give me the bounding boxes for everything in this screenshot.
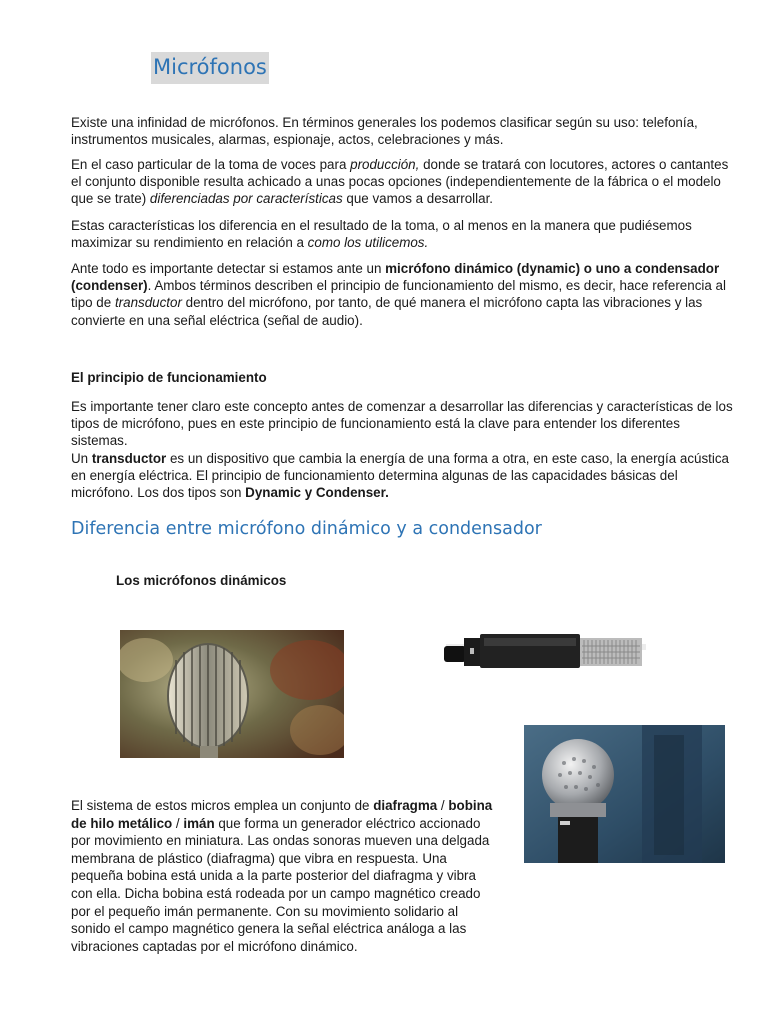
handheld-microphone-image	[524, 725, 725, 863]
paragraph-intro: Existe una infinidad de micrófonos. En términos generales los podemos clasificar según su uso: telefonía, instrumentos musicales, alarmas, espionaje, actos, celebraciones y más.	[71, 115, 698, 148]
heading-dinamicos: Los micrófonos dinámicos	[116, 573, 287, 588]
paragraph-dinamico-condensador: Ante todo es importante detectar si estamos ante un micrófono dinámico (dynamic) o uno a condensador (condenser). Ambos términos describen el principio de funcionamiento del mismo, es decir, hace referencia al tipo de transductor dentro del micrófono, por tanto, de qué manera el micrófono capta las vibraciones y las convierte en una señal eléctrica (señal de audio).	[71, 261, 726, 328]
paragraph-concepto: Es importante tener claro este concepto antes de comenzar a desarrollar las diferencias y características de los tipos de micrófono, pues en este principio de funcionamiento está la clave para entender los diferentes sistemas.	[71, 399, 733, 449]
heading-principio: El principio de funcionamiento	[71, 370, 267, 385]
paragraph-caracteristicas: Estas características los diferencia en el resultado de la toma, o al menos en la manera que pudiésemos maximizar su rendimiento en relación a como los utilicemos.	[71, 218, 692, 251]
paragraph-transductor: Un transductor es un dispositivo que cambia la energía de una forma a otra, en este caso, la energía acústica en energía eléctrica. El principio de funcionamiento determina algunas de las capacidades básicas del micrófono. Los dos tipos son Dynamic y Condenser.	[71, 451, 729, 501]
paragraph-produccion: En el caso particular de la toma de voces para producción, donde se tratará con locutores, actores o cantantes el conjunto disponible resulta achicado a unas pocas opciones (independientemente de la fábrica o el modelo que se trate) diferenciadas por características que vamos a desarrollar.	[71, 157, 729, 207]
vintage-microphone-image	[120, 630, 344, 758]
heading-diferencia: Diferencia entre micrófono dinámico y a condensador	[71, 519, 542, 539]
page-title: Micrófonos	[151, 52, 269, 84]
paragraph-sistema-dinamico: El sistema de estos micros emplea un conjunto de diafragma / bobina de hilo metálico / imán que forma un generador eléctrico accionado por movimiento en miniatura. Las ondas sonoras mueven una delgada membrana de plástico (diafragma) que vibra en respuesta. Una pequeña bobina está unida a la parte posterior del diafragma y vibra con ella. Dicha bobina está rodeada por un campo magnético creado por el pequeño imán permanente. Con su movimiento solidario al sonido el campo magnético genera la señal eléctrica análoga a las vibraciones captadas por el micrófono dinámico.	[71, 798, 493, 954]
stick-microphone-image	[440, 586, 654, 670]
